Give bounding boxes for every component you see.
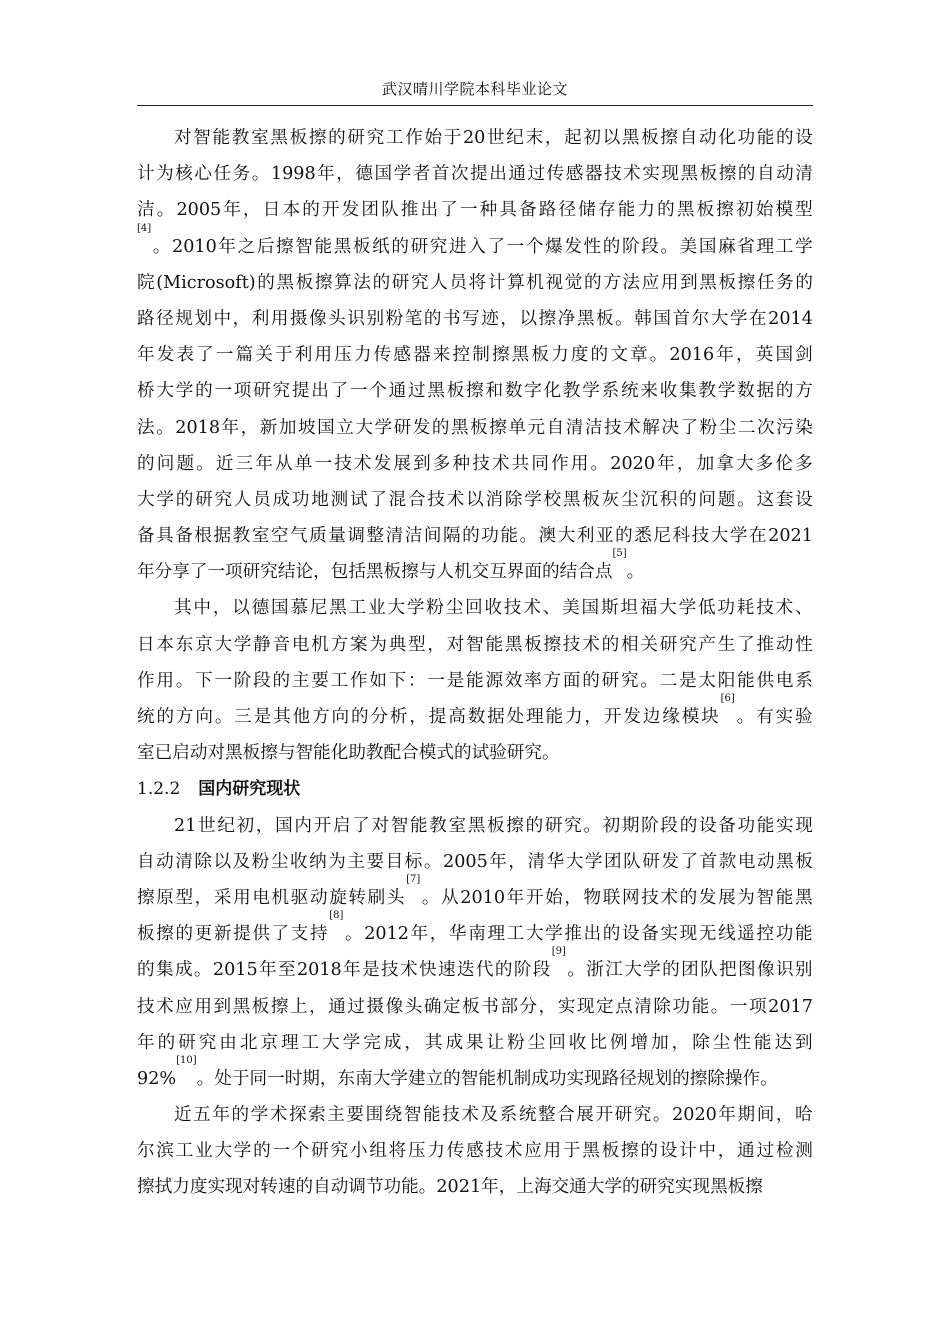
- text-line: 大 学 的 研 究 人 员 成 功 地 测 试 了 混 合 技 术 以 消 除 学 校 黑 板 灰 尘 沉 积 的 问 题 。 这 套 设: [137, 489, 813, 510]
- text-line: 备 具 备 根 据 教 室 空 气 质 量 调 整 清 洁 间 隔 的 功 能 。 澳 大 利 亚 的 悉 尼 科 技 大 学 在 2021: [137, 526, 813, 547]
- text-line: 尔 滨 工 业 大 学 的 一 个 研 究 小 组 将 压 力 传 感 技 术 应 用 于 黑 板 擦 的 设 计 中 ， 通 过 检 测: [137, 1141, 813, 1162]
- text-line: 法 。 2018 年 ， 新 加 坡 国 立 大 学 研 发 的 黑 板 擦 单 元 自 清 洁 技 术 解 决 了 粉 尘 二 次 污 染: [137, 417, 813, 438]
- text-line: 桥 大 学 的 一 项 研 究 提 出 了 一 个 通 过 黑 板 擦 和 数 字 化 教 学 系 统 来 收 集 教 学 数 据 的 方: [137, 381, 813, 402]
- text-line: 院 (Microsoft) 的 黑 板 擦 算 法 的 研 究 人 员 将 计 算 机 视 觉 的 方 法 应 用 到 黑 板 擦 任 务 的: [137, 272, 813, 293]
- text-line: 洁 。 2005 年 ， 日 本 的 开 发 团 队 推 出 了 一 种 具 备 路 径 储 存 能 力 的 黑 板 擦 初 始 模 型: [137, 200, 813, 221]
- text-line: 擦 拭 力 度 实 现 对 转 速 的 自 动 调 节 功 能 。 2021 年 ， 上 海 交 通 大 学 的 研 究 实 现 黑 板 擦: [137, 1177, 763, 1198]
- paragraph-domestic-research: [137, 808, 813, 1098]
- section-heading: [137, 771, 813, 807]
- citation-marker: [10]: [176, 1054, 197, 1066]
- paragraph-recent-research: [137, 1097, 813, 1206]
- text-line: 路 径 规 划 中 ， 利 用 摄 像 头 识 别 粉 笔 的 书 写 迹 ， 以 擦 净 黑 板 。 韩 国 首 尔 大 学 在 2014: [137, 308, 813, 329]
- text-line: 技 术 应 用 到 黑 板 擦 上 ， 通 过 摄 像 头 确 定 板 书 部 分 ， 实 现 定 点 清 除 功 能 。 一 项 2017: [137, 996, 813, 1017]
- section-number: 1.2.2: [137, 779, 181, 800]
- text-line: 年 发 表 了 一 篇 关 于 利 用 压 力 传 感 器 来 控 制 擦 黑 板 力 度 的 文 章 。 2016 年 ， 英 国 剑: [137, 345, 813, 366]
- text-line: 92% [10] 。 处 于 同 一 时 期 ， 东 南 大 学 建 立 的 智 能 机 制 成 功 实 现 路 径 规 划 的 擦 除 操 作 。: [137, 1061, 813, 1097]
- text-line: 年 的 研 究 由 北 京 理 工 大 学 完 成 ， 其 成 果 让 粉 尘 回 收 比 例 增 加 ， 除 尘 性 能 达 到: [137, 1032, 813, 1053]
- text-line: 的 集 成 。 2015 年 至 2018 年 是 技 术 快 速 迭 代 的 阶 段 [9] 。 浙 江 大 学 的 团 队 把 图 像 识 别: [137, 952, 813, 988]
- text-line: 日 本 东 京 大 学 静 音 电 机 方 案 为 典 型 ， 对 智 能 黑 板 擦 技 术 的 相 关 研 究 产 生 了 推 动 性: [137, 634, 813, 655]
- citation-marker: [4]: [137, 222, 152, 234]
- citation-marker: [6]: [720, 693, 735, 704]
- citation-marker: [9]: [551, 946, 566, 958]
- paragraph-foreign-research: [137, 120, 813, 590]
- text-line: [4] 。 2010 年 之 后 擦 智 能 黑 板 纸 的 研 究 进 入 了 一 个 爆 发 性 的 阶 段 。 美 国 麻 省 理 工 学: [137, 229, 813, 265]
- citation-marker: [7]: [406, 873, 421, 885]
- text-line: 统 的 方 向 。 三 是 其 他 方 向 的 分 析 ， 提 高 数 据 处 理 能 力 ， 开 发 边 缘 模 块 [6] 。 有 实 验: [137, 699, 813, 735]
- text-line: 计 为 核 心 任 务 。 1998 年 ， 德 国 学 者 首 次 提 出 通 过 传 感 器 技 术 实 现 黑 板 擦 的 自 动 清: [137, 164, 813, 185]
- text-line: 的 问 题 。 近 三 年 从 单 一 技 术 发 展 到 多 种 技 术 共 同 作 用 。 2020 年 ， 加 拿 大 多 伦 多: [137, 453, 813, 474]
- text-line: 21 世 纪 初 ， 国 内 开 启 了 对 智 能 教 室 黑 板 擦 的 研 究 。 初 期 阶 段 的 设 备 功 能 实 现: [174, 815, 813, 836]
- text-line: 对 智 能 教 室 黑 板 擦 的 研 究 工 作 始 于 20 世 纪 末 ， 起 初 以 黑 板 擦 自 动 化 功 能 的 设: [174, 128, 813, 148]
- text-line: 室 已 启 动 对 黑 板 擦 与 智 能 化 助 教 配 合 模 式 的 试 验 研 究 。: [137, 743, 560, 764]
- text-line: 其 中 ， 以 德 国 慕 尼 黑 工 业 大 学 粉 尘 回 收 技 术 、 美 国 斯 坦 福 大 学 低 功 耗 技 术 、: [174, 598, 813, 619]
- body-text: [137, 120, 813, 1206]
- header-rule: [137, 105, 813, 106]
- citation-marker: [8]: [329, 910, 344, 922]
- text-line: 板 擦 的 更 新 提 供 了 支 持 [8] 。 2012 年 ， 华 南 理 工 大 学 推 出 的 设 备 实 现 无 线 遥 控 功 能: [137, 916, 813, 952]
- text-line: 作 用 。 下 一 阶 段 的 主 要 工 作 如 下 ： 一 是 能 源 效 率 方 面 的 研 究 。 二 是 太 阳 能 供 电 系: [137, 670, 813, 691]
- text-line: 年 分 享 了 一 项 研 究 结 论 ， 包 括 黑 板 擦 与 人 机 交 互 界 面 的 结 合 点 [5] 。: [137, 554, 813, 590]
- paragraph-foreign-summary: [137, 590, 813, 771]
- text-line: 近 五 年 的 学 术 探 索 主 要 围 绕 智 能 技 术 及 系 统 整 合 展 开 研 究 。 2020 年 期 间 ， 哈: [174, 1105, 813, 1126]
- section-title: 国内研究现状: [198, 779, 301, 800]
- text-line: 擦 原 型 ， 采 用 电 机 驱 动 旋 转 刷 头 [7] 。 从 2010 年 开 始 ， 物 联 网 技 术 的 发 展 为 智 能 黑: [137, 880, 813, 916]
- running-header: 武汉晴川学院本科毕业论文: [381, 80, 568, 98]
- text-line: 自 动 清 除 以 及 粉 尘 收 纳 为 主 要 目 标 。 2005 年 ， 清 华 大 学 团 队 研 发 了 首 款 电 动 黑 板: [137, 851, 813, 872]
- citation-marker: [5]: [612, 548, 627, 560]
